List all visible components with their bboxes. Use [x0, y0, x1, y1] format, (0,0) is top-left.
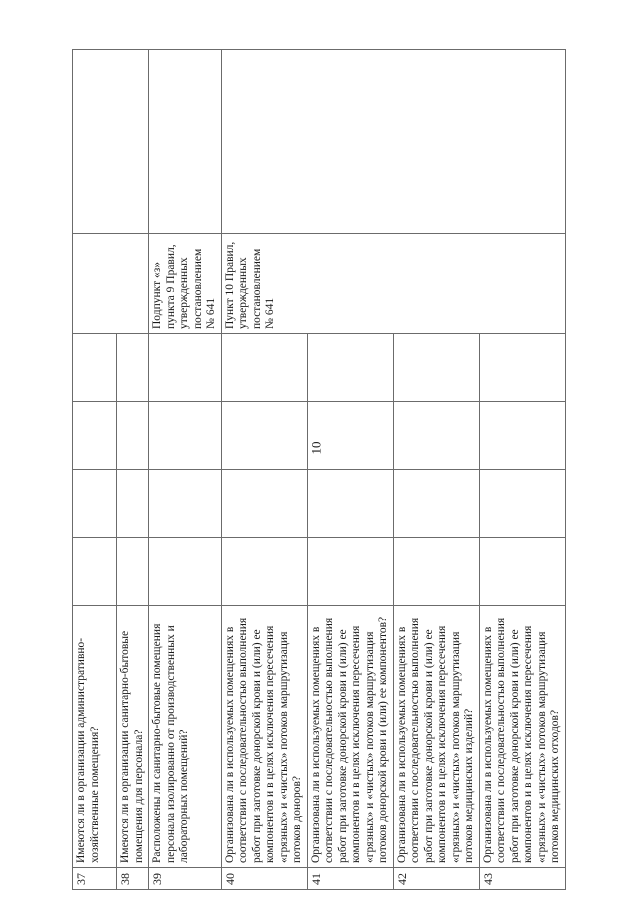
answer-na-cell — [393, 402, 479, 470]
note-cell — [149, 50, 222, 234]
norm-reference: Подпункт «з» пункта 9 Правил, утвержденных постановлением № 641 — [149, 234, 222, 334]
answer-extra-cell — [393, 334, 479, 402]
table-row — [73, 50, 117, 890]
answer-extra-cell — [73, 334, 117, 402]
answer-no-cell — [307, 470, 393, 538]
requirement-question: Расположены ли санитарно-бытовые помещения персонала изолированно от производственных и лабораторных помещений? — [149, 606, 222, 868]
requirement-question: Имеются ли в организации санитарно-бытовые помещения для персонала? — [117, 606, 149, 868]
row-number: 39 — [149, 868, 222, 890]
answer-na-cell — [221, 402, 307, 470]
row-number: 38 — [117, 868, 149, 890]
page-number: 10 — [308, 441, 324, 455]
requirement-question: Организована ли в используемых помещениях в соответствии с последовательностью выполнения работ при заготовке донорской крови и (или) ее компонентов и в целях исключения пересечения «грязных» и «чистых» потоков маршрутизация потоков медицинских отходов? — [479, 606, 565, 868]
checklist-table — [72, 49, 566, 890]
row-number: 42 — [393, 868, 479, 890]
answer-no-cell — [149, 470, 222, 538]
answer-yes-cell — [479, 538, 565, 606]
answer-yes-cell — [73, 538, 117, 606]
answer-yes-cell — [149, 538, 222, 606]
answer-no-cell — [221, 470, 307, 538]
answer-extra-cell — [117, 334, 149, 402]
norm-reference: Пункт 10 Правил, утвержденных постановлением № 641 — [221, 234, 565, 334]
answer-no-cell — [479, 470, 565, 538]
row-number: 37 — [73, 868, 117, 890]
answer-yes-cell — [307, 538, 393, 606]
answer-yes-cell — [393, 538, 479, 606]
answer-extra-cell — [221, 334, 307, 402]
requirement-question: Имеются ли в организации административно-хозяйственные помещения? — [73, 606, 117, 868]
row-number: 40 — [221, 868, 307, 890]
row-number: 43 — [479, 868, 565, 890]
answer-na-cell — [73, 402, 117, 470]
table-row — [221, 50, 307, 890]
checklist-sheet — [72, 50, 562, 890]
norm-reference — [73, 234, 149, 334]
answer-extra-cell — [149, 334, 222, 402]
answer-na-cell — [479, 402, 565, 470]
answer-extra-cell — [307, 334, 393, 402]
answer-na-cell — [149, 402, 222, 470]
answer-na-cell — [117, 402, 149, 470]
answer-extra-cell — [479, 334, 565, 402]
answer-no-cell — [393, 470, 479, 538]
note-cell — [73, 50, 149, 234]
table-row — [149, 50, 222, 890]
answer-yes-cell — [117, 538, 149, 606]
answer-yes-cell — [221, 538, 307, 606]
requirement-question: Организована ли в используемых помещениях в соответствии с последовательностью выполнения работ при заготовке донорской крови и (или) ее компонентов и в целях исключения пересечения «грязных» и «чистых» потоков маршрутизация потоков доноров? — [221, 606, 307, 868]
answer-no-cell — [117, 470, 149, 538]
requirement-question: Организована ли в используемых помещениях в соответствии с последовательностью выполнения работ при заготовке донорской крови и (или) ее компонентов и в целях исключения пересечения «грязных» и «чистых» потоков маршрутизация потоков донорской крови и (или) ее компонентов? — [307, 606, 393, 868]
requirement-question: Организована ли в используемых помещениях в соответствии с последовательностью выполнения работ при заготовке донорской крови и (или) ее компонентов и в целях исключения пересечения «грязных» и «чистых» потоков маршрутизация потоков медицинских изделий? — [393, 606, 479, 868]
note-cell — [221, 50, 565, 234]
answer-na-cell — [307, 402, 393, 470]
row-number: 41 — [307, 868, 393, 890]
answer-no-cell — [73, 470, 117, 538]
